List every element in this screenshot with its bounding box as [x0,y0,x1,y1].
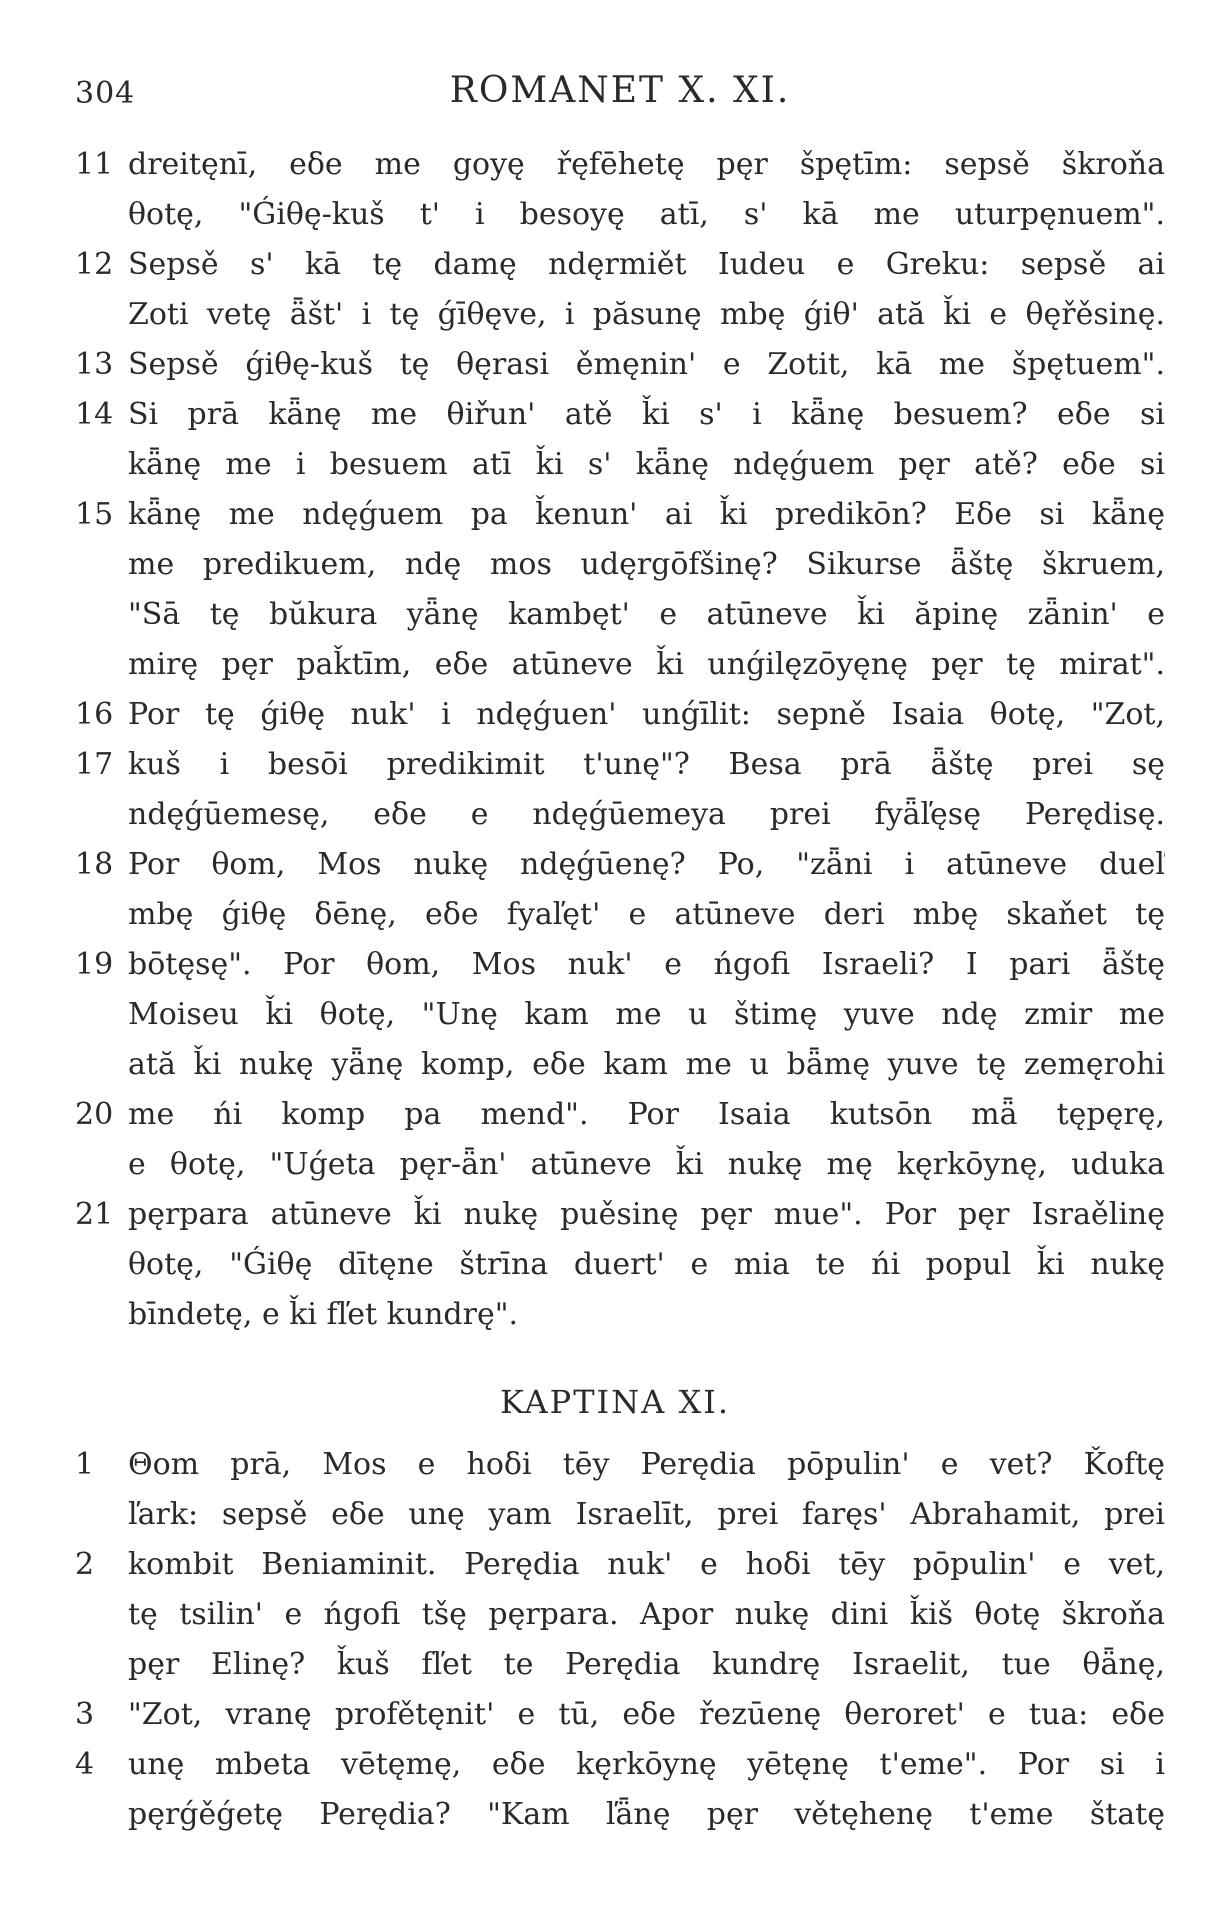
line-text: "Sā tę bŭkura yǟnę kambęt' e atūneve ǩi ăpinę zǟnin' e [128,597,1165,632]
text-line [0,1090,1230,1140]
verse-number: 3 [75,1697,95,1732]
text-line [0,1790,1230,1840]
chapter-x-text [0,140,1230,1340]
line-text: Sepsě s' kā tę damę ndęrmiět Iudeu e Greku: sepsě ai [128,247,1165,282]
line-text: bīndetę, e ǩi fľet kundrę". [128,1297,519,1332]
text-line [0,640,1230,690]
text-line [0,140,1230,190]
text-line [0,790,1230,840]
text-line [0,690,1230,740]
page-number: 304 [75,76,136,111]
text-line [0,390,1230,440]
text-line [0,1590,1230,1640]
verse-number: 11 [75,147,114,182]
text-line [0,1440,1230,1490]
line-text: ľark: sepsě eδe unę yam Israelīt, prei faręs' Abrahamit, prei [128,1497,1165,1532]
line-text: Si prā kǟnę me θiřun' atě ǩi s' i kǟnę besuem? eδe si [128,397,1165,432]
verse-number: 14 [75,397,114,432]
verse-number: 15 [75,497,114,532]
text-line [0,890,1230,940]
line-text: Por θom, Mos nukę ndęǵūenę? Po, "zǟni i atūneve dueľ [128,847,1165,882]
text-line [0,290,1230,340]
text-line [0,190,1230,240]
text-line [0,1290,1230,1340]
line-text: unę mbeta vētęmę, eδe kęrkōynę yētęnę t'eme". Por si i [128,1747,1165,1782]
line-text: ndęǵūemesę, eδe e ndęǵūemeya prei fyǟľęsę Perędisę. [128,797,1165,832]
line-text: ată ǩi nukę yǟnę komp, eδe kam me u bǟmę yuve tę zemęrohi [128,1047,1165,1082]
verse-number: 12 [75,247,114,282]
line-text: pęr Elinę? ǩuš fľet te Perędia kundrę Israelit, tue θǟnę, [128,1647,1165,1682]
text-line [0,1740,1230,1790]
text-line [0,240,1230,290]
text-line [0,590,1230,640]
text-line [0,1040,1230,1090]
line-text: mirę pęr paǩtīm, eδe atūneve ǩi unǵilęzōyęnę pęr tę mirat". [128,647,1165,682]
line-text: Sepsě ǵiθę-kuš tę θęrasi ěmęnin' e Zotit, kā me špętuem". [128,347,1165,382]
verse-number: 13 [75,347,114,382]
line-text: Zoti vetę ǟšt' i tę ǵīθęve, i păsunę mbę ǵiθ' ată ǩi e θęřěsinę. [128,297,1165,332]
verse-number: 17 [75,747,114,782]
text-line [0,1690,1230,1740]
line-text: dreitęnī, eδe me goyę řęfēhetę pęr špętīm: sepsě škroňa [128,147,1165,182]
line-text: pęrpara atūneve ǩi nukę puěsinę pęr mue". Por pęr Israělinę [128,1197,1165,1232]
line-text: kǟnę me ndęǵuem pa ǩenun' ai ǩi predikōn? Eδe si kǟnę [128,497,1165,532]
verse-number: 1 [75,1447,95,1482]
line-text: bōtęsę". Por θom, Mos nuk' e ńgofi Israeli? I pari ǟštę [128,947,1165,982]
text-line [0,740,1230,790]
verse-number: 19 [75,947,114,982]
line-text: me predikuem, ndę mos udęrgōfšinę? Sikurse ǟštę škruem, [128,547,1165,582]
verse-number: 21 [75,1197,114,1232]
verse-number: 4 [75,1747,95,1782]
text-line [0,1190,1230,1240]
text-line [0,990,1230,1040]
chapter-xi-heading: KAPTINA XI. [499,1383,731,1421]
line-text: kuš i besōi predikimit t'unę"? Besa prā ǟštę prei sę [128,747,1165,782]
line-text: θotę, "Ǵiθę-kuš t' i besoyę atī, s' kā me uturpęnuem". [128,197,1165,232]
line-text: θotę, "Ǵiθę dītęne štrīna duert' e mia te ńi popul ǩi nukę [128,1247,1165,1282]
line-text: "Zot, vranę profětęnit' e tū, eδe řezūenę θeroret' e tua: eδe [128,1697,1165,1732]
text-line [0,1490,1230,1540]
text-line [0,540,1230,590]
verse-number: 16 [75,697,114,732]
text-line [0,1640,1230,1690]
text-line [0,340,1230,390]
line-text: e θotę, "Uǵeta pęr-ǟn' atūneve ǩi nukę mę kęrkōynę, uduka [128,1147,1165,1182]
page-header [75,70,1165,120]
text-line [0,440,1230,490]
line-text: Θom prā, Mos e hoδi tēy Perędia pōpulin' e vet? Ǩoftę [128,1447,1165,1482]
line-text: tę tsilin' e ńgofi tšę pęrpara. Apor nukę dini ǩiš θotę škroňa [128,1597,1165,1632]
line-text: kombit Beniaminit. Perędia nuk' e hoδi tēy pōpulin' e vet, [128,1547,1165,1582]
text-line [0,1540,1230,1590]
running-title: ROMANET X. XI. [449,70,791,111]
line-text: mbę ǵiθę δēnę, eδe fyaľęt' e atūneve deri mbę skaňet tę [128,897,1165,932]
text-line [0,1140,1230,1190]
line-text: kǟnę me i besuem atī ǩi s' kǟnę ndęǵuem pęr atě? eδe si [128,447,1165,482]
text-line [0,840,1230,890]
line-text: me ńi komp pa mend". Por Isaia kutsōn mǟ tępęrę, [128,1097,1165,1132]
text-line [0,1240,1230,1290]
line-text: pęrǵěǵetę Perędia? "Kam ľǟnę pęr větęhenę t'eme štatę [128,1797,1165,1832]
line-text: Moiseu ǩi θotę, "Unę kam me u štimę yuve ndę zmir me [128,997,1165,1032]
text-line [0,940,1230,990]
line-text: Por tę ǵiθę nuk' i ndęǵuen' unǵīlit: sepně Isaia θotę, "Zot, [128,697,1165,732]
verse-number: 20 [75,1097,114,1132]
chapter-xi-text [0,1440,1230,1840]
verse-number: 2 [75,1547,95,1582]
text-line [0,490,1230,540]
verse-number: 18 [75,847,114,882]
